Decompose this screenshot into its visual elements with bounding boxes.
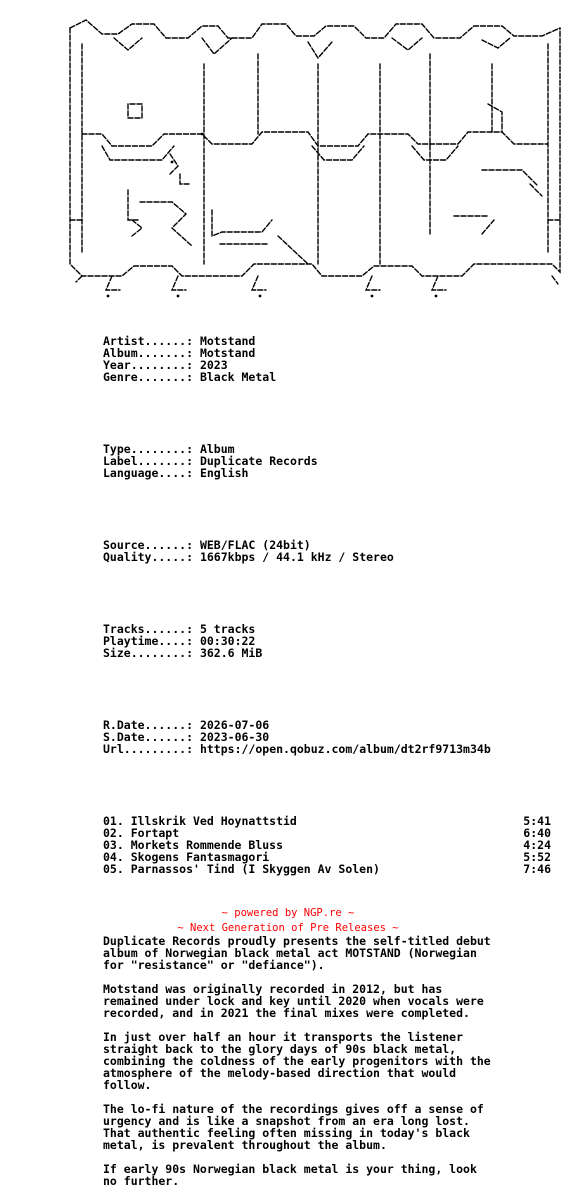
ngp-ascii-logo-icon bbox=[62, 14, 570, 306]
footer-powered-by: ~ powered by NGP.re ~ bbox=[221, 907, 355, 919]
description-line: straight back to the glory days of 90s black metal, bbox=[103, 1042, 457, 1056]
info-field-label: Url.........: bbox=[103, 742, 194, 756]
description-line: Duplicate Records proudly presents the self-titled debut bbox=[103, 934, 491, 948]
description-line: That authentic feeling often missing in today's black bbox=[103, 1126, 470, 1140]
release-format-info bbox=[103, 443, 551, 479]
info-field bbox=[103, 467, 551, 479]
track-row bbox=[103, 863, 551, 875]
nfo-text bbox=[103, 311, 551, 1199]
track-duration: 4:24 bbox=[523, 838, 551, 852]
release-size-info bbox=[103, 623, 551, 659]
info-field-value: 5 tracks bbox=[199, 622, 256, 636]
description-line: If early 90s Norwegian black metal is your thing, look bbox=[103, 1162, 477, 1176]
track-title: 04. Skogens Fantasmagori bbox=[103, 850, 270, 864]
info-field-label: S.Date......: bbox=[103, 730, 194, 744]
info-field-label: Album.......: bbox=[103, 346, 194, 360]
info-field-value: Motstand bbox=[199, 334, 256, 348]
info-field-label: Type........: bbox=[103, 442, 194, 456]
info-field-value: WEB/FLAC (24bit) bbox=[199, 538, 311, 552]
info-field-label: Genre.......: bbox=[103, 370, 194, 384]
info-field-label: Year........: bbox=[103, 358, 194, 372]
info-field-value: 00:30:22 bbox=[199, 634, 256, 648]
release-description bbox=[103, 935, 551, 1187]
info-field bbox=[103, 551, 551, 563]
description-line: combining the coldness of the early progenitors with the bbox=[103, 1054, 491, 1068]
info-field-value: 1667kbps / 44.1 kHz / Stereo bbox=[199, 550, 394, 564]
info-field bbox=[103, 371, 551, 383]
info-field-value: https://open.qobuz.com/album/dt2rf9713m34b bbox=[199, 742, 491, 756]
info-field-label: Quality.....: bbox=[103, 550, 194, 564]
track-title: 03. Morkets Rommende Bluss bbox=[103, 838, 284, 852]
track-duration: 7:46 bbox=[523, 862, 551, 876]
info-field-value: English bbox=[199, 466, 249, 480]
description-line: Motstand was originally recorded in 2012, but has bbox=[103, 982, 443, 996]
info-field-label: Source......: bbox=[103, 538, 194, 552]
info-field-label: Language....: bbox=[103, 466, 194, 480]
info-field-value: Black Metal bbox=[199, 370, 277, 384]
release-date-info bbox=[103, 719, 551, 755]
release-source-info bbox=[103, 539, 551, 563]
info-field-value: 2023-06-30 bbox=[199, 730, 270, 744]
footer-tagline: ~ Next Generation of Pre Releases ~ bbox=[177, 922, 399, 934]
description-line: In just over half an hour it transports the listener bbox=[103, 1030, 464, 1044]
description-line: remained under lock and key until 2020 when vocals were bbox=[103, 994, 484, 1008]
info-field bbox=[103, 743, 551, 755]
track-title: 02. Fortapt bbox=[103, 826, 180, 840]
description-line: album of Norwegian black metal act MOTSTAND (Norwegian bbox=[103, 946, 477, 960]
tracklist bbox=[103, 815, 551, 875]
info-field-label: Artist......: bbox=[103, 334, 194, 348]
description-line: The lo-fi nature of the recordings gives off a sense of bbox=[103, 1102, 484, 1116]
track-title: 05. Parnassos' Tind (I Skyggen Av Solen) bbox=[103, 862, 380, 876]
footer bbox=[0, 906, 576, 936]
info-field-label: Playtime....: bbox=[103, 634, 194, 648]
description-line: follow. bbox=[103, 1078, 152, 1092]
info-field-label: R.Date......: bbox=[103, 718, 194, 732]
description-line: atmosphere of the melody-based direction that would bbox=[103, 1066, 457, 1080]
description-line: no further. bbox=[103, 1174, 180, 1188]
description-line: for "resistance" or "defiance"). bbox=[103, 958, 325, 972]
info-field-value: 362.6 MiB bbox=[199, 646, 263, 660]
description-line: recorded, and in 2021 the final mixes were completed. bbox=[103, 1006, 470, 1020]
info-field-label: Label.......: bbox=[103, 454, 194, 468]
info-field-value: 2023 bbox=[199, 358, 228, 372]
track-title: 01. Illskrik Ved Hoynattstid bbox=[103, 814, 297, 828]
release-basic-info bbox=[103, 335, 551, 383]
info-field-label: Size........: bbox=[103, 646, 194, 660]
info-field-value: 2026-07-06 bbox=[199, 718, 270, 732]
info-field-value: Duplicate Records bbox=[199, 454, 318, 468]
track-duration: 5:41 bbox=[523, 814, 551, 828]
track-duration: 5:52 bbox=[523, 850, 551, 864]
info-field-value: Album bbox=[199, 442, 235, 456]
description-line: urgency and is like a snapshot from an era long lost. bbox=[103, 1114, 470, 1128]
info-field-value: Motstand bbox=[199, 346, 256, 360]
info-field-label: Tracks......: bbox=[103, 622, 194, 636]
info-field bbox=[103, 647, 551, 659]
description-line: metal, is prevalent throughout the album. bbox=[103, 1138, 387, 1152]
track-duration: 6:40 bbox=[523, 826, 551, 840]
